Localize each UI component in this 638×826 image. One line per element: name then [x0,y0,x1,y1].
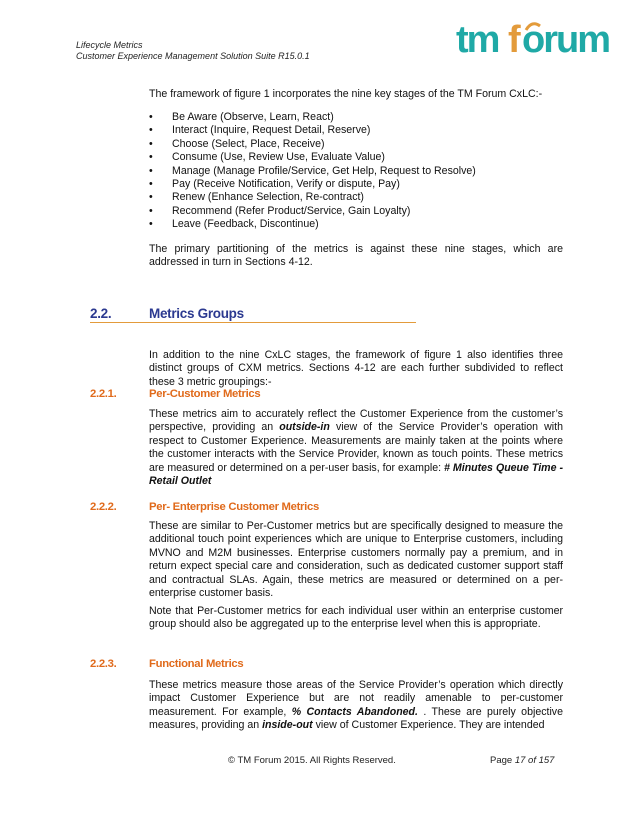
section-heading [90,306,416,323]
enterprise-note: Note that Per-Customer metrics for each individual user within an enterprise customer group should also be aggregated up to the enterprise level when this is appropriate. [149,605,563,631]
list-item: • Renew (Enhance Selection, Re-contract) [149,191,476,204]
tmforum-logo [456,18,616,67]
framework-intro: The framework of figure 1 incorporates the nine key stages of the TM Forum CxLC:- [149,88,543,100]
emphasis-text: outside-in [279,421,330,434]
section-number: 2.2. [90,306,112,321]
emphasis-text: inside-out [262,719,313,732]
per-customer-paragraph [149,408,563,488]
subsection-title: Functional Metrics [149,658,244,670]
paragraph-text: These metrics measure those areas of the Service Provider’s operation which directly impact Customer Experience but are not readily amenable to per-customer measurement. For example, [149,679,563,718]
list-item: • Pay (Receive Notification, Verify or dispute, Pay) [149,178,476,191]
subsection-number: 2.2.2. [90,501,117,513]
subsection-number: 2.2.1. [90,388,117,400]
paragraph-text: . These are purely objective measures, providing an [149,705,563,732]
total-pages: 157 [538,755,555,766]
example-metric: % Contacts Abandoned. [291,705,418,718]
page-of-label: of [525,755,539,766]
list-item: • Consume (Use, Review Use, Evaluate Value) [149,151,476,164]
subsection-number: 2.2.3. [90,658,117,670]
list-item: • Leave (Feedback, Discontinue) [149,218,476,231]
document-header [76,40,310,62]
list-item: • Interact (Inquire, Request Detail, Reserve) [149,124,476,137]
subsection-title: Per-Customer Metrics [149,388,261,400]
svg-text:tm: tm [456,19,499,61]
cxlc-stages-list [149,111,476,232]
list-item: • Choose (Select, Place, Receive) [149,138,476,151]
partition-paragraph: The primary partitioning of the metrics is against these nine stages, which are addressed in turn in Sections 4-12. [149,243,563,269]
footer-copyright: © TM Forum 2015. All Rights Reserved. [228,755,396,766]
list-item: • Be Aware (Observe, Learn, React) [149,111,476,124]
list-item: • Manage (Manage Profile/Service, Get Help, Request to Resolve) [149,165,476,178]
section-intro: In addition to the nine CxLC stages, the framework of figure 1 also identifies three distinct groups of CXM metrics. Sections 4-12 are each further subdivided to reflect these 3 metric groupings:- [149,349,563,388]
header-doc-subtitle: Customer Experience Management Solution Suite R15.0.1 [76,51,310,61]
tmforum-logo-mark [456,18,616,62]
paragraph-text: view of Customer Experience. They are intended [312,719,545,732]
subsection-title: Per- Enterprise Customer Metrics [149,501,319,513]
list-item: • Recommend (Refer Product/Service, Gain Loyalty) [149,205,476,218]
header-doc-title: Lifecycle Metrics [76,40,143,50]
page-label: Page [490,755,515,766]
functional-paragraph [149,679,563,733]
current-page: 17 [514,755,526,766]
svg-text:f: f [508,19,520,61]
example-metric: # Minutes Queue Time - Retail Outlet [149,461,563,488]
paragraph-text: view of the Service Provider’s operation with respect to Customer Experience. Measurements are mainly taken at the points where the customer interacts with the Service Provider, known as touch points. These metrics are measured or determined on a per-user basis, for example: [149,421,563,474]
footer-page-number [490,755,554,766]
section-title: Metrics Groups [149,306,244,321]
svg-text:orum: orum [522,19,609,61]
enterprise-paragraph: These are similar to Per-Customer metrics but are specifically designed to measure the additional touch point experiences which are unique to Enterprise customers, including MVNO and M2M businesses. Enterprise customers normally pay a premium, and in return expect special care and consideration, such as dedicated customer support staff and contractual SLAs. Again, these metrics are measured or determined on a per-enterprise customer basis. [149,520,563,600]
paragraph-text: These metrics aim to accurately reflect the Customer Experience from the customer’s perspective, providing an [149,408,563,434]
